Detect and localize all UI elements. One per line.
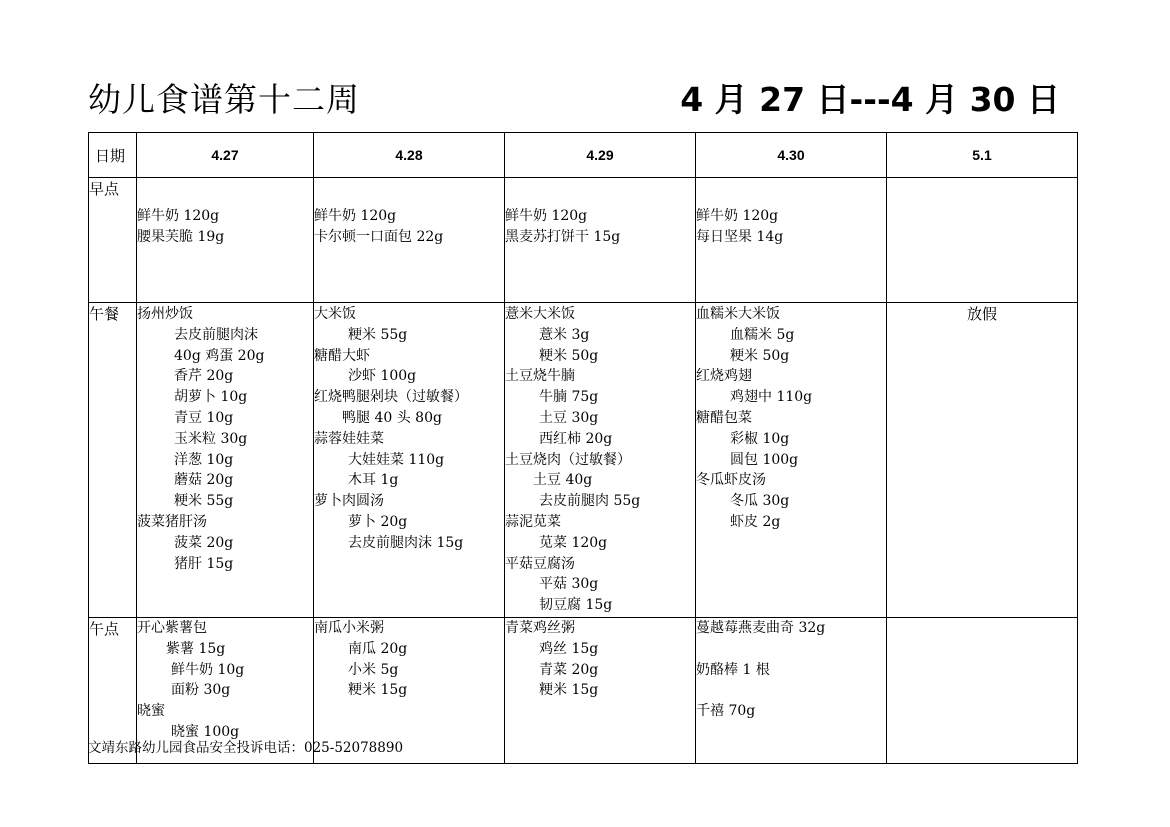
ingredient: 粳米 50g: [539, 347, 599, 364]
menu-line: 卡尔顿一口面包 22g: [314, 228, 444, 245]
dish-name: 千禧 70g: [696, 703, 756, 720]
ingredient: 圆包 100g: [730, 451, 799, 468]
ingredient: 土豆 40g: [533, 472, 593, 489]
dish-name: 糖醋大虾: [314, 347, 370, 364]
snack-cell-3: [696, 618, 887, 764]
dish-name: 血糯米大米饭: [696, 306, 780, 322]
dish-name: 平菇豆腐汤: [505, 555, 575, 572]
lunch-label: 午餐: [89, 303, 137, 618]
dish-name: 蒜泥苋菜: [505, 513, 561, 530]
ingredient: 去皮前腿肉沫: [174, 326, 258, 343]
ingredient: 胡萝卜 10g: [174, 389, 248, 406]
dish-name: 开心紫薯包: [137, 620, 207, 636]
breakfast-row: [89, 178, 1078, 303]
dish-name: 南瓜小米粥: [314, 620, 384, 636]
date-header-0: 4.27: [137, 133, 314, 178]
week-date-range: 4 月 27 日---4 月 30 日: [680, 80, 1060, 119]
lunch-row: [89, 303, 1078, 618]
ingredient: 粳米 50g: [730, 347, 790, 364]
dish-name: 土豆烧肉（过敏餐）: [505, 451, 631, 468]
dish-name: 薏米大米饭: [505, 306, 575, 322]
dish-name: 奶酪棒 1 根: [696, 661, 770, 678]
ingredient: 玉米粒 30g: [174, 430, 248, 447]
ingredient: 粳米 55g: [174, 493, 234, 510]
ingredient: 血糯米 5g: [730, 326, 795, 343]
ingredient: 西红柿 20g: [539, 430, 613, 447]
snack-cell-2: [505, 618, 696, 764]
menu-line: 鲜牛奶 120g: [137, 208, 220, 224]
ingredient: 晓蜜 100g: [171, 723, 240, 740]
dish-name: 大米饭: [314, 306, 356, 322]
ingredient: 鸭腿 40 头 80g: [342, 409, 442, 426]
ingredient: 鲜牛奶 10g: [171, 661, 245, 678]
ingredient: 粳米 15g: [539, 682, 599, 699]
date-header-4: 5.1: [887, 133, 1078, 178]
menu-line: 鲜牛奶 120g: [314, 208, 397, 224]
ingredient: 小米 5g: [348, 661, 399, 678]
ingredient: 萝卜 20g: [348, 513, 408, 530]
ingredient: 南瓜 20g: [348, 640, 408, 657]
ingredient: 鸡翅中 110g: [730, 389, 813, 406]
date-header-2: 4.29: [505, 133, 696, 178]
lunch-cell-1: [314, 303, 505, 618]
ingredient: 去皮前腿肉沫 15g: [348, 534, 464, 551]
dish-name: 红烧鸡翅: [696, 368, 752, 385]
menu-line: 黑麦苏打饼干 15g: [505, 228, 621, 245]
ingredient: 薏米 3g: [539, 326, 590, 343]
dish-name: 蔓越莓燕麦曲奇 32g: [696, 620, 826, 636]
ingredient: 青菜 20g: [539, 661, 599, 678]
menu-line: 腰果芙脆 19g: [137, 228, 225, 245]
ingredient: 青豆 10g: [174, 409, 234, 426]
ingredient: 粳米 15g: [348, 682, 408, 699]
dish-name: 萝卜肉圆汤: [314, 493, 384, 510]
page-title: 幼儿食谱第十二周: [88, 80, 360, 119]
dish-name: 土豆烧牛腩: [505, 368, 575, 385]
dish-name: 菠菜猪肝汤: [137, 513, 207, 530]
ingredient: 牛腩 75g: [539, 389, 599, 406]
snack-cell-4: [887, 618, 1078, 764]
lunch-cell-3: [696, 303, 887, 618]
ingredient: 洋葱 10g: [174, 451, 234, 468]
lunch-cell-0: [137, 303, 314, 618]
ingredient: 紫薯 15g: [166, 640, 226, 657]
ingredient: 香芹 20g: [174, 368, 234, 385]
date-header-1: 4.28: [314, 133, 505, 178]
ingredient: 虾皮 2g: [730, 513, 781, 530]
dish-name: 红烧鸭腿剁块（过敏餐）: [314, 389, 468, 406]
ingredient: 彩椒 10g: [730, 430, 790, 447]
ingredient: 猪肝 15g: [174, 555, 234, 572]
ingredient: 40g 鸡蛋 20g: [174, 347, 265, 364]
breakfast-cell-2: [505, 178, 696, 303]
ingredient: 面粉 30g: [171, 682, 231, 699]
ingredient: 沙虾 100g: [348, 368, 417, 385]
ingredient: 大娃娃菜 110g: [348, 451, 445, 468]
date-label: 日期: [89, 133, 137, 178]
date-header-3: 4.30: [696, 133, 887, 178]
menu-table: [88, 132, 1078, 764]
breakfast-cell-3: [696, 178, 887, 303]
ingredient: 去皮前腿肉 55g: [539, 493, 641, 510]
ingredient: 蘑菇 20g: [174, 472, 234, 489]
holiday-cell: 放假: [887, 303, 1078, 618]
dish-name: 蒜蓉娃娃菜: [314, 430, 384, 447]
dish-name: 糖醋包菜: [696, 409, 752, 426]
ingredient: 菠菜 20g: [174, 534, 234, 551]
ingredient: 鸡丝 15g: [539, 640, 599, 657]
ingredient: 苋菜 120g: [539, 534, 608, 551]
spacer-line: [696, 639, 886, 660]
breakfast-cell-0: [137, 178, 314, 303]
breakfast-cell-1: [314, 178, 505, 303]
ingredient: 土豆 30g: [539, 409, 599, 426]
menu-line: 每日坚果 14g: [696, 228, 784, 245]
dish-name: 晓蜜: [137, 703, 165, 720]
ingredient: 平菇 30g: [539, 576, 599, 593]
spacer-line: [696, 680, 886, 701]
date-header-row: [89, 133, 1078, 178]
dish-name: 扬州炒饭: [137, 306, 193, 322]
breakfast-label: 早点: [89, 178, 137, 303]
menu-line: 鲜牛奶 120g: [696, 208, 779, 224]
ingredient: 冬瓜 30g: [730, 493, 790, 510]
ingredient: 粳米 55g: [348, 326, 408, 343]
snack-label: 午点: [89, 618, 137, 764]
lunch-cell-2: [505, 303, 696, 618]
ingredient: 木耳 1g: [348, 472, 399, 489]
menu-line: 鲜牛奶 120g: [505, 208, 588, 224]
dish-name: 青菜鸡丝粥: [505, 620, 575, 636]
complaint-hotline: 文靖东路幼儿园食品安全投诉电话：025-52078890: [88, 740, 404, 756]
dish-name: 冬瓜虾皮汤: [696, 472, 766, 489]
breakfast-cell-4: [887, 178, 1078, 303]
ingredient: 韧豆腐 15g: [539, 597, 613, 614]
